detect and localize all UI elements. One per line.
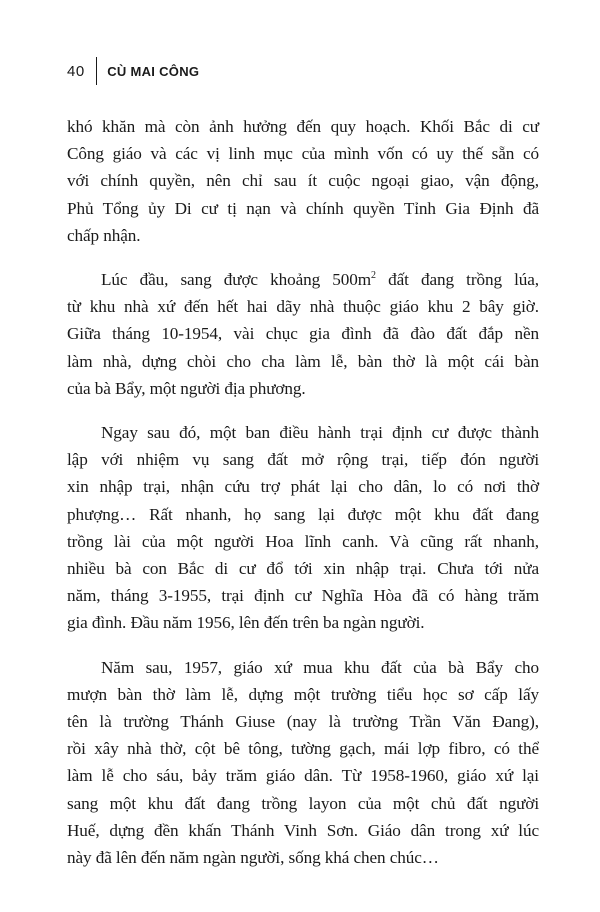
paragraph bbox=[67, 113, 539, 249]
text-line: trồng lài của một người Hoa lĩnh canh. Và cũng rất nhanh, bbox=[67, 531, 539, 551]
text-line: Công giáo và các vị linh mục của mình vốn có uy thế sẵn có bbox=[67, 144, 539, 164]
text-line: Giữa tháng 10-1954, vài chục gia đình đã đào đất đắp nền bbox=[67, 324, 539, 344]
text-line: mượn bàn thờ làm lễ, dựng một trường tiểu học sơ cấp lấy bbox=[67, 684, 539, 704]
text-line: làm nhà, dựng chòi cho cha làm lễ, bàn thờ là một cái bàn bbox=[67, 351, 539, 371]
text-line: Lúc đầu, sang được khoảng $500m^2$ đất đang trồng lúa, bbox=[101, 270, 539, 290]
text-line: rồi xây nhà thờ, cột bê tông, tường gạch, mái lợp fibro, có thể bbox=[67, 739, 539, 759]
text-line: tên là trường Thánh Giuse (nay là trường Trần Văn Đang), bbox=[67, 712, 539, 732]
page-number: 40 bbox=[67, 62, 85, 80]
text-line: này đã lên đến năm ngàn người, sống khá chen chúc… bbox=[67, 848, 439, 868]
body-text bbox=[67, 113, 539, 888]
text-line: làm lễ cho sáu, bảy trăm giáo dân. Từ 1958-1960, giáo xứ lại bbox=[67, 766, 539, 786]
text-line: của bà Bẩy, một người địa phương. bbox=[67, 378, 306, 398]
text-line: năm, tháng 3-1955, trại định cư Nghĩa Hòa đã có hàng trăm bbox=[67, 586, 539, 606]
text-line: lập với nhiệm vụ sang đất mở rộng trại, tiếp đón người bbox=[67, 450, 539, 470]
text-line: nhiều bà con Bắc di cư đổ tới xin nhập trại. Chưa tới nửa bbox=[67, 559, 539, 579]
page-header bbox=[67, 57, 199, 85]
paragraph bbox=[67, 654, 539, 872]
text-line: với chính quyền, nên chỉ sau ít cuộc ngoại giao, vận động, bbox=[67, 171, 539, 191]
text-line: Ngay sau đó, một ban điều hành trại định cư được thành bbox=[101, 423, 539, 443]
text-line: phượng… Rất nhanh, họ sang lại được một khu đất đang bbox=[67, 504, 539, 524]
text-line: Huế, dựng đền khấn Thánh Vinh Sơn. Giáo dân trong xứ lúc bbox=[67, 820, 539, 840]
text-line: Phủ Tổng ủy Di cư tị nạn và chính quyền Tỉnh Gia Định đã bbox=[67, 198, 539, 218]
text-line: xin nhập trại, nhận cứu trợ phát lại cho dân, lo có nơi thờ bbox=[67, 477, 539, 497]
text-line: sang một khu đất đang trồng layon của một chủ đất người bbox=[67, 793, 539, 813]
text-line: khó khăn mà còn ảnh hưởng đến quy hoạch. Khối Bắc di cư bbox=[67, 117, 539, 136]
text-line: gia đình. Đầu năm 1956, lên đến trên ba ngàn người. bbox=[67, 613, 425, 633]
header-divider bbox=[96, 57, 98, 85]
paragraph bbox=[67, 266, 539, 402]
text-line: Năm sau, 1957, giáo xứ mua khu đất của bà Bẩy cho bbox=[101, 657, 539, 677]
text-line: chấp nhận. bbox=[67, 225, 141, 245]
running-title: CÙ MAI CÔNG bbox=[107, 63, 200, 79]
paragraph bbox=[67, 419, 539, 637]
text-line: từ khu nhà xứ đến hết hai dãy nhà thuộc giáo khu 2 bây giờ. bbox=[67, 297, 539, 317]
